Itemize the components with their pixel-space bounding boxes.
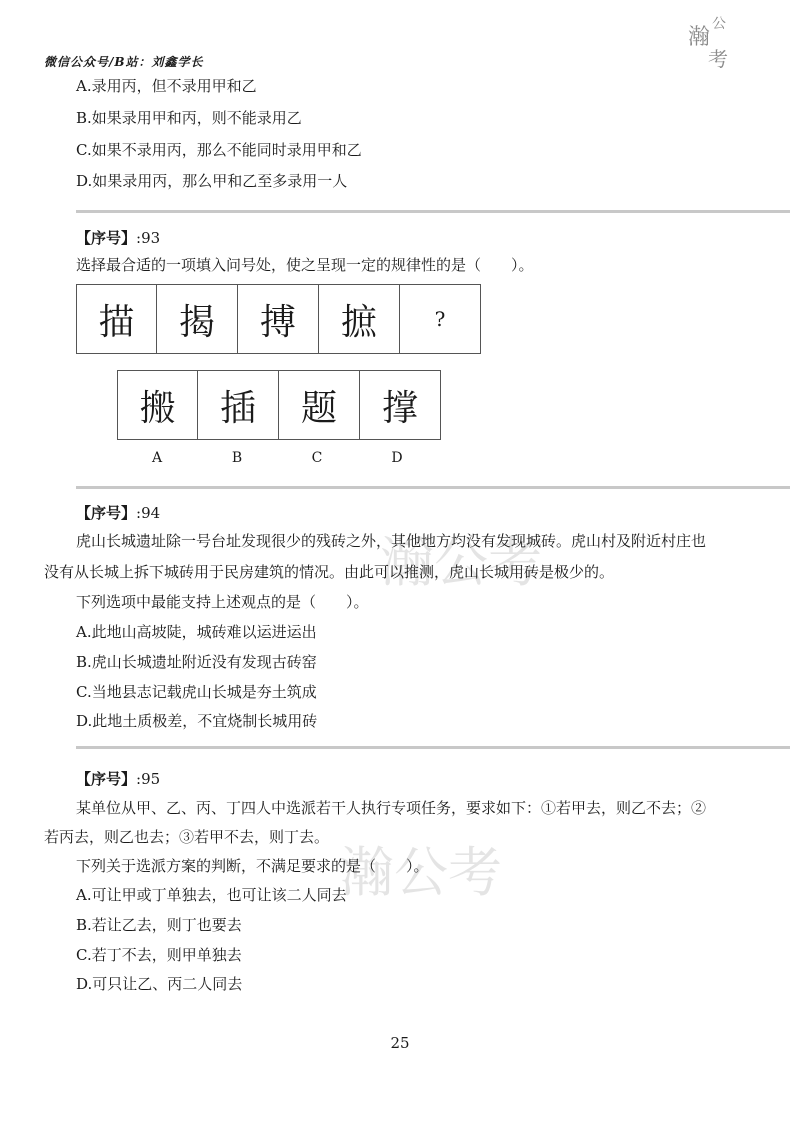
choice-label: A	[151, 450, 163, 466]
question-prompt: 选择最合适的一项填入问号处，使之呈现一定的规律性的是（ ）。	[76, 256, 534, 274]
option-c: C.当地县志记载虎山长城是夯土筑成	[76, 683, 317, 701]
sequence-grid	[76, 284, 481, 354]
question-number: :95	[136, 770, 161, 788]
option-b: B.若让乙去，则丁也要去	[76, 916, 242, 934]
option-d: D.此地土质极差，不宜烧制长城用砖	[76, 712, 318, 730]
option-d: D.可只让乙、丙二人同去	[76, 975, 243, 993]
question-number: :93	[136, 229, 161, 247]
choice-label: B	[231, 450, 243, 466]
question-stem: 下列选项中最能支持上述观点的是（ ）。	[76, 593, 369, 611]
page-number: 25	[390, 1034, 410, 1052]
question-stem: 下列关于选派方案的判断，不满足要求的是（ ）。	[76, 857, 429, 875]
question-label: 【序号】	[76, 504, 137, 522]
svg-text:公: 公	[712, 16, 726, 32]
choice-cell: 撑	[381, 387, 418, 429]
choice-label: C	[311, 450, 323, 466]
svg-text:瀚: 瀚	[688, 25, 711, 50]
question-label: 【序号】	[76, 770, 137, 788]
choice-cell: 题	[279, 371, 360, 439]
option-c: C.如果不录用丙，那么不能同时录用甲和乙	[76, 141, 362, 159]
choices-grid	[117, 370, 441, 440]
option-a: A.可让甲或丁单独去，也可让该二人同去	[76, 886, 347, 904]
question-label: 【序号】	[76, 229, 137, 247]
question-number: :94	[136, 504, 161, 522]
choice-labels	[117, 450, 437, 466]
section-divider	[76, 486, 790, 489]
sequence-cell: 描	[77, 285, 157, 353]
question-paragraph: 若丙去，则乙也去；③若甲不去，则丁去。	[44, 828, 330, 846]
svg-text:考: 考	[708, 47, 728, 71]
option-b: B.虎山长城遗址附近没有发现古砖窑	[76, 653, 317, 671]
sequence-cell: 搏	[238, 285, 319, 353]
sequence-cell: 摭	[319, 285, 400, 353]
question-paragraph: 某单位从甲、乙、丙、丁四人中选派若干人执行专项任务，要求如下：①若甲去，则乙不去；②	[76, 799, 707, 817]
section-divider	[76, 210, 790, 213]
option-c: C.若丁不去，则甲单独去	[76, 946, 242, 964]
logo-seal-icon	[684, 6, 754, 76]
question-header	[76, 227, 160, 249]
watermark: 瀚公考	[340, 841, 502, 904]
choice-label: D	[391, 450, 403, 466]
choice-cell: 插	[198, 371, 279, 439]
publisher-logo	[684, 6, 754, 76]
watermark: 瀚公考	[380, 531, 542, 594]
question-header	[76, 502, 160, 524]
section-divider	[76, 746, 790, 749]
choice-cell: 搬	[118, 371, 198, 439]
option-a: A.录用丙，但不录用甲和乙	[76, 77, 257, 95]
option-a: A.此地山高坡陡，城砖难以运进运出	[76, 623, 317, 641]
option-b: B.如果录用甲和丙，则不能录用乙	[76, 109, 302, 127]
sequence-cell: 揭	[157, 285, 238, 353]
option-d: D.如果录用丙，那么甲和乙至多录用一人	[76, 172, 348, 190]
question-paragraph: 虎山长城遗址除一号台址发现很少的残砖之外，其他地方均没有发现城砖。虎山村及附近村庄也	[76, 532, 707, 550]
question-header	[76, 768, 160, 790]
question-paragraph: 没有从长城上拆下城砖用于民房建筑的情况。由此可以推测，虎山长城用砖是极少的。	[44, 563, 615, 581]
question-mark-cell: ?	[434, 307, 446, 331]
page-header: 微信公众号/B站：刘鑫学长	[44, 55, 204, 69]
